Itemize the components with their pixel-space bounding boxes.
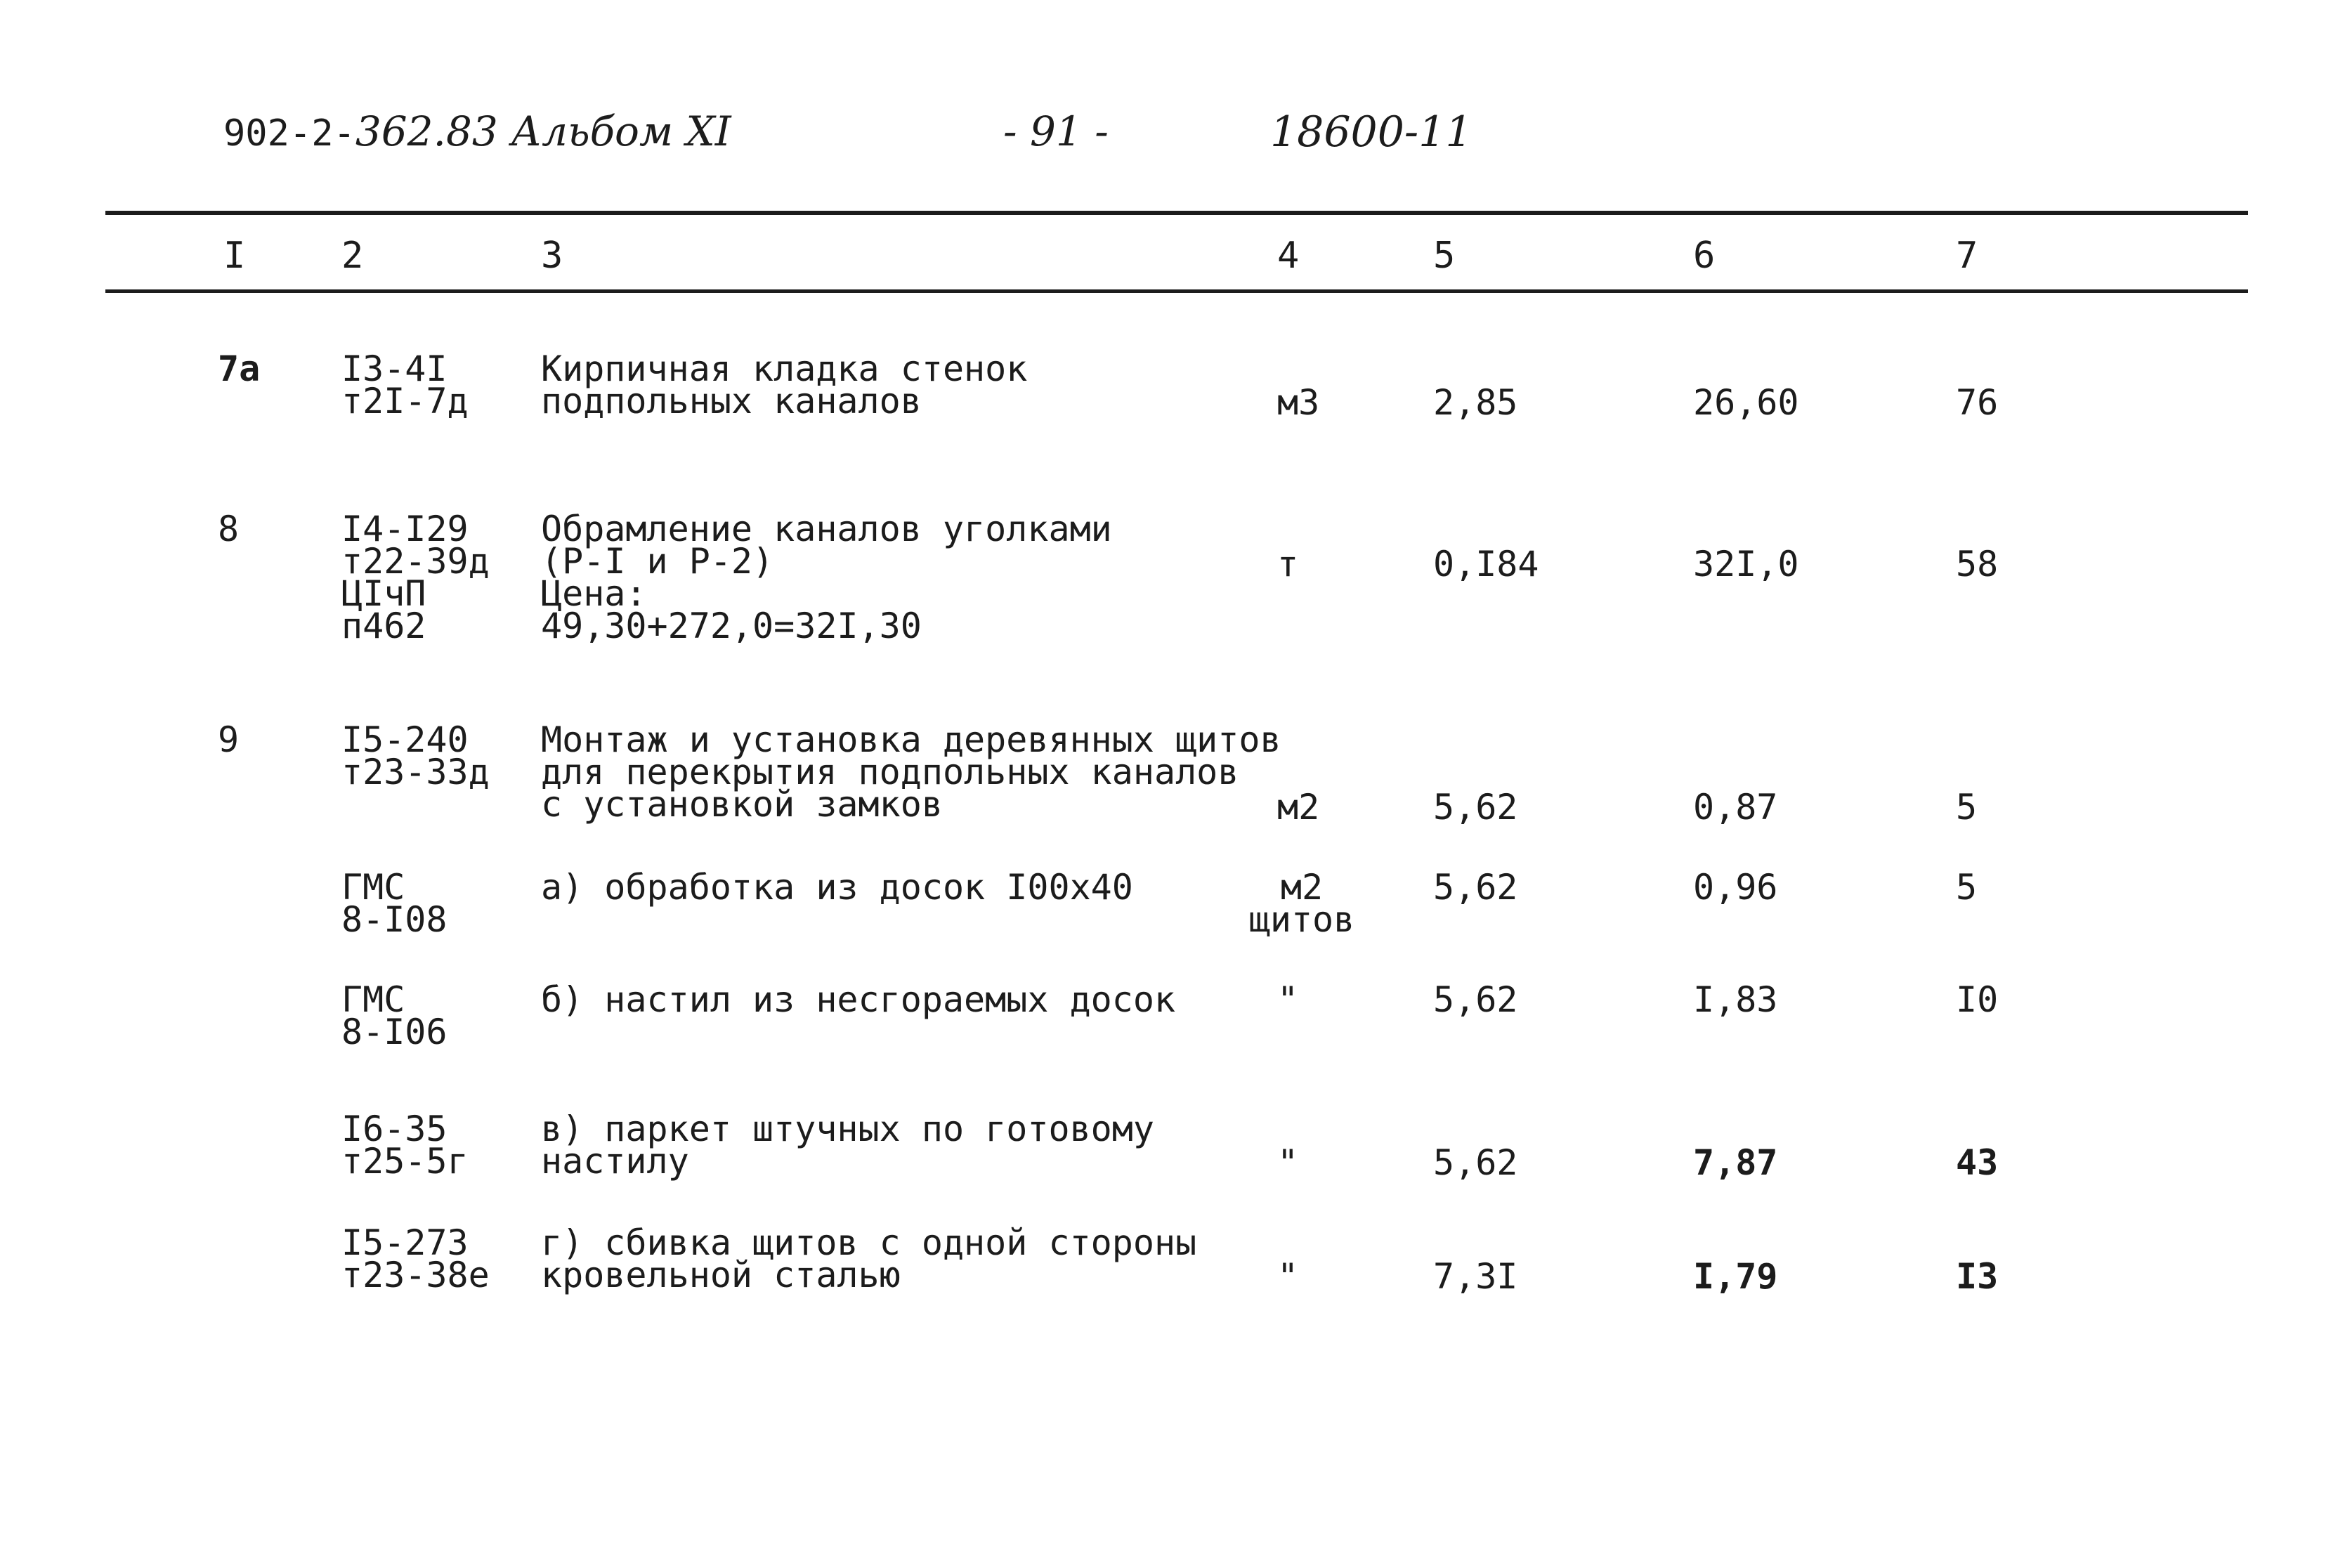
- registration-number: 18600-11: [1270, 107, 1473, 157]
- column-header-2: 2: [341, 235, 364, 277]
- row-price: 0,96: [1693, 867, 1778, 908]
- row-quantity: 5,62: [1433, 1142, 1518, 1183]
- row-cost: 43: [1956, 1142, 1999, 1183]
- row-unit: м2: [1277, 787, 1320, 828]
- row-unit: м2 щитов: [1248, 867, 1355, 940]
- row-cost: 5: [1956, 867, 1978, 908]
- document-code: [223, 107, 731, 155]
- header-bottom-rule: [105, 289, 2248, 293]
- column-header-7: 7: [1956, 235, 1978, 277]
- page-number: - 91 -: [1003, 107, 1109, 155]
- row-price: I,83: [1693, 979, 1778, 1020]
- document-code-handwritten: 362.83 Альбом XI: [355, 107, 731, 155]
- row-code: I5-240 т23-33д: [341, 719, 490, 792]
- row-cost: I0: [1956, 979, 1999, 1020]
- row-description: г) сбивка щитов с одной стороны кровельной сталью: [541, 1222, 1197, 1295]
- row-price: 26,60: [1693, 382, 1799, 423]
- row-unit: т: [1277, 544, 1299, 584]
- column-header-1: I: [223, 235, 246, 277]
- row-cost: 5: [1956, 787, 1978, 828]
- row-price: I,79: [1693, 1256, 1778, 1297]
- row-price: 0,87: [1693, 787, 1778, 828]
- table-top-rule: [105, 211, 2248, 215]
- column-header-6: 6: [1693, 235, 1716, 277]
- column-header-5: 5: [1433, 235, 1456, 277]
- row-price: 7,87: [1693, 1142, 1778, 1183]
- row-code: I4-I29 т22-39д ЦIчП п462: [341, 509, 490, 646]
- row-cost: 76: [1956, 382, 1999, 423]
- row-price: 32I,0: [1693, 544, 1799, 584]
- row-quantity: 5,62: [1433, 979, 1518, 1020]
- row-description: б) настил из несгораемых досок: [541, 979, 1176, 1020]
- row-code: I6-35 т25-5г: [341, 1109, 469, 1182]
- column-header-4: 4: [1277, 235, 1300, 277]
- row-number: 9: [218, 719, 240, 760]
- row-cost: 58: [1956, 544, 1999, 584]
- row-description: Обрамление каналов уголками (Р-I и Р-2) Цена: 49,30+272,0=32I,30: [541, 509, 1112, 646]
- row-unit: ": [1277, 1256, 1299, 1297]
- row-description: а) обработка из досок I00х40: [541, 867, 1133, 908]
- row-quantity: 5,62: [1433, 867, 1518, 908]
- column-header-3: 3: [541, 235, 563, 277]
- row-code: I3-4I т2I-7д: [341, 348, 469, 422]
- row-code: ГМС 8-I06: [341, 979, 448, 1052]
- row-quantity: 2,85: [1433, 382, 1518, 423]
- row-cost: I3: [1956, 1256, 1999, 1297]
- row-code: ГМС 8-I08: [341, 867, 448, 940]
- row-unit: м3: [1277, 382, 1320, 423]
- row-quantity: 5,62: [1433, 787, 1518, 828]
- row-quantity: 0,I84: [1433, 544, 1539, 584]
- row-number: 8: [218, 509, 240, 549]
- row-description: в) паркет штучных по готовому настилу: [541, 1109, 1154, 1182]
- document-code-printed: 902-2-: [223, 112, 355, 155]
- row-number: 7а: [218, 348, 261, 389]
- row-description: Кирпичная кладка стенок подпольных каналов: [541, 348, 1028, 422]
- row-description: Монтаж и установка деревянных щитов для перекрытия подпольных каналов с установкой замков: [541, 719, 1281, 825]
- row-quantity: 7,3I: [1433, 1256, 1518, 1297]
- row-unit: ": [1277, 979, 1299, 1020]
- row-code: I5-273 т23-38е: [341, 1222, 490, 1295]
- row-unit: ": [1277, 1142, 1299, 1183]
